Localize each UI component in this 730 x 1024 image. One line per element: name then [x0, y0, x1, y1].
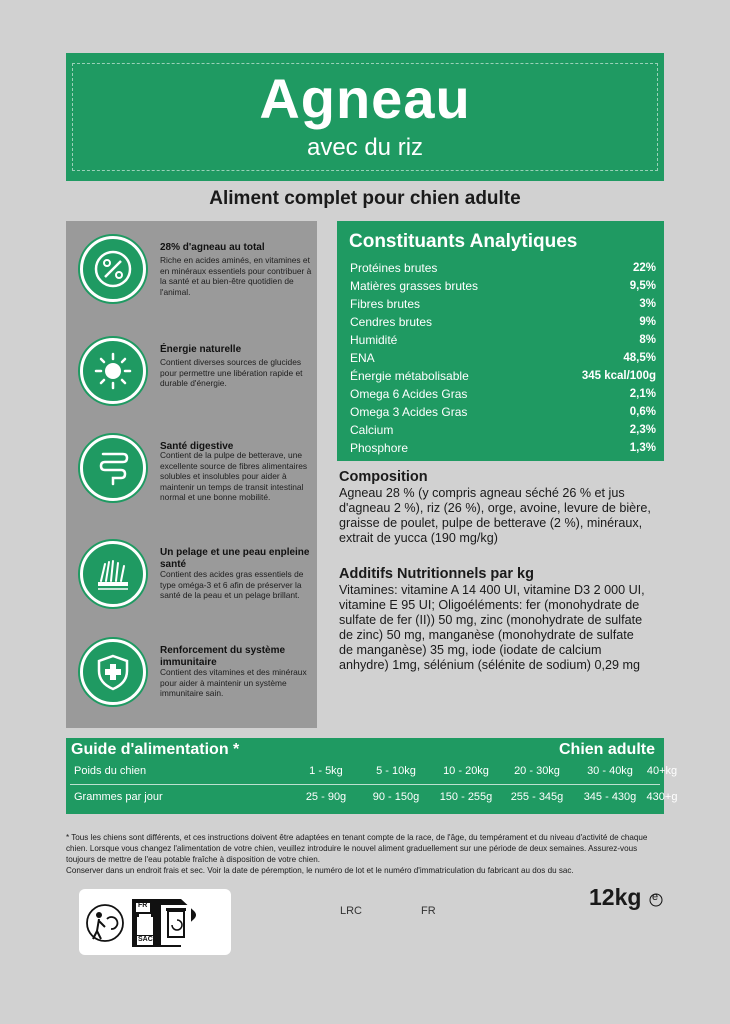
fur-icon — [80, 541, 146, 607]
analytical-label: Matières grasses brutes — [350, 279, 479, 293]
product-tagline: Aliment complet pour chien adulte — [209, 188, 521, 209]
benefit-text: Contient des vitamines et des minéraux pour aider à maintenir un système immunitaire sain. — [160, 667, 307, 699]
analytical-label: Protéines brutes — [350, 261, 438, 275]
additives-text: Vitamines: vitamine A 14 400 UI, vitamine D3 2 000 UI, vitamine E 95 UI; Oligoéléments: fer (monohydrate de sulfate de fer (II)) 50 mg, zinc (monohydrate de sulfate de zinc) 50 mg, manganèse (monohydrate de sulfate de manganèse) 35 mg, iode (iodate de calcium anhydre) 1mg, sélénium (sélénite de sodium) 0,29 mg — [339, 583, 645, 672]
analytical-label: Fibres brutes — [350, 297, 421, 311]
composition-text: Agneau 28 % (y compris agneau séché 26 % et jus d'agneau 2 %), riz (26 %), orge, avoine, levure de bière, graisse de poulet, pulpe de betterave (2 %), minéraux, extrait de yucca (190 mg/kg) — [339, 486, 651, 545]
guide-cell: 40+kg — [646, 765, 678, 777]
benefits-panel — [66, 221, 317, 728]
estimated-sign-letter: e — [652, 891, 659, 903]
guide-cell: 10 - 20kg — [443, 765, 489, 777]
guide-weight-row — [66, 762, 678, 780]
guide-cell: 20 - 30kg — [514, 765, 560, 777]
analytical-title: Constituants Analytiques — [349, 231, 578, 252]
analytical-label: ENA — [350, 351, 375, 365]
benefit-coat — [80, 541, 310, 631]
guide-row-label: Grammes par jour — [74, 791, 163, 803]
benefit-digestion — [80, 435, 310, 525]
benefit-immunity — [80, 639, 310, 729]
analytical-row — [350, 331, 656, 349]
shield-icon — [80, 639, 146, 705]
analytical-label: Humidité — [350, 333, 398, 347]
analytical-row — [350, 277, 656, 295]
guide-cell: 90 - 150g — [372, 791, 420, 803]
benefit-title: Un pelage et une peau enpleine santé — [160, 547, 310, 570]
analytical-row — [350, 349, 656, 367]
analytical-row — [350, 259, 656, 277]
guide-dog-type: Chien adulte — [558, 741, 655, 758]
guide-cell: 150 - 255g — [439, 791, 493, 803]
net-weight: 12kg — [589, 884, 642, 910]
analytical-row — [350, 313, 656, 331]
benefit-lamb — [80, 236, 310, 326]
analytical-value: 3% — [639, 298, 656, 310]
guide-row-label: Poids du chien — [74, 765, 147, 777]
sun-icon — [80, 338, 146, 404]
storage-note: Conserver dans un endroit frais et sec. Voir la date de péremption, le numéro de lot et le numéro d'immatriculation du fabricant au dos du sac. — [66, 866, 574, 875]
benefit-text: Contient de la pulpe de betterave, une excellente source de fibres alimentaires solubles et insolubles pour aider à maintenir un temps de transit intestinal normal et une bonne mobilité. — [160, 450, 308, 503]
analytical-value: 345 kcal/100g — [581, 370, 656, 382]
guide-cell: 1 - 5kg — [309, 765, 343, 777]
analytical-value: 0,6% — [629, 406, 656, 418]
analytical-row — [350, 421, 656, 439]
product-header — [66, 53, 664, 181]
benefit-text: Riche en acides aminés, en vitamines et en minéraux essentiels pour contribuer à la santé et au bien-être quotidien de l'animal. — [160, 255, 312, 297]
triman-icon — [79, 889, 231, 955]
analytical-value: 8% — [639, 334, 656, 346]
analytical-row — [350, 439, 656, 457]
analytical-value: 22% — [632, 262, 656, 274]
guide-divider — [70, 784, 660, 785]
footnote — [66, 832, 666, 876]
benefit-title: Énergie naturelle — [160, 344, 242, 355]
benefit-title: Renforcement du système immunitaire — [160, 645, 286, 668]
analytical-label: Cendres brutes — [350, 315, 433, 329]
analytical-value: 9% — [639, 316, 656, 328]
benefit-title: Santé digestive — [160, 441, 234, 452]
analytical-value: 48,5% — [623, 352, 656, 364]
analytical-label: Énergie métabolisable — [350, 369, 469, 383]
analytical-constituents — [337, 221, 664, 461]
benefit-text: Contient diverses sources de glucides pour permettre une libération rapide et durable d'énergie. — [160, 357, 303, 389]
benefit-title: 28% d'agneau au total — [160, 242, 265, 253]
guide-cell: 30 - 40kg — [587, 765, 633, 777]
analytical-value: 1,3% — [629, 442, 656, 454]
percent-icon — [80, 236, 146, 302]
feeding-disclaimer: * Tous les chiens sont différents, et ces instructions doivent être adaptées en tenant compte de la race, de l'âge, du tempérament et du niveau d'activité de chaque chien. Lorsque vous changez l'alimentation de votre chien, veuillez introduire le nouvel aliment graduellement sur une période de deux semaines. Assurez-vous toujours de mettre de l'eau potable fraîche à disposition de votre chien. — [66, 833, 648, 864]
analytical-label: Omega 6 Acides Gras — [350, 387, 468, 401]
guide-cell: 5 - 10kg — [376, 765, 416, 777]
country-label: FR — [421, 905, 436, 917]
benefit-energy — [80, 338, 310, 428]
analytical-label: Calcium — [350, 423, 394, 437]
analytical-row — [350, 403, 656, 421]
intestine-icon — [80, 435, 146, 501]
guide-title: Guide d'alimentation * — [71, 741, 240, 758]
analytical-row — [350, 385, 656, 403]
benefit-text: Contient des acides gras essentiels de type oméga-3 et 6 afin de préserver la santé de la peau et un pelage brillant. — [160, 569, 304, 601]
analytical-row — [350, 295, 656, 313]
product-subtitle: avec du riz — [306, 134, 424, 161]
guide-cell: 430+g — [646, 791, 678, 803]
guide-cell: 345 - 430g — [583, 791, 637, 803]
additives-title: Additifs Nutritionnels par kg — [339, 566, 534, 582]
product-title: Agneau — [259, 67, 471, 130]
analytical-row — [350, 367, 656, 385]
guide-cell: 25 - 90g — [305, 791, 347, 803]
analytical-label: Phosphore — [350, 441, 409, 455]
feeding-guide — [66, 738, 678, 814]
analytical-value: 2,1% — [629, 388, 656, 400]
guide-grams-row — [66, 788, 678, 806]
analytical-value: 2,3% — [629, 424, 656, 436]
analytical-value: 9,5% — [629, 280, 656, 292]
analytical-label: Omega 3 Acides Gras — [350, 405, 468, 419]
recycling-logo — [79, 889, 231, 955]
recycling-country: FR — [138, 902, 148, 909]
estimated-sign-icon — [649, 893, 663, 907]
lrc-label: LRC — [340, 905, 363, 917]
recycling-item: SAC — [138, 936, 153, 943]
composition-title: Composition — [339, 469, 428, 485]
guide-cell: 255 - 345g — [510, 791, 564, 803]
